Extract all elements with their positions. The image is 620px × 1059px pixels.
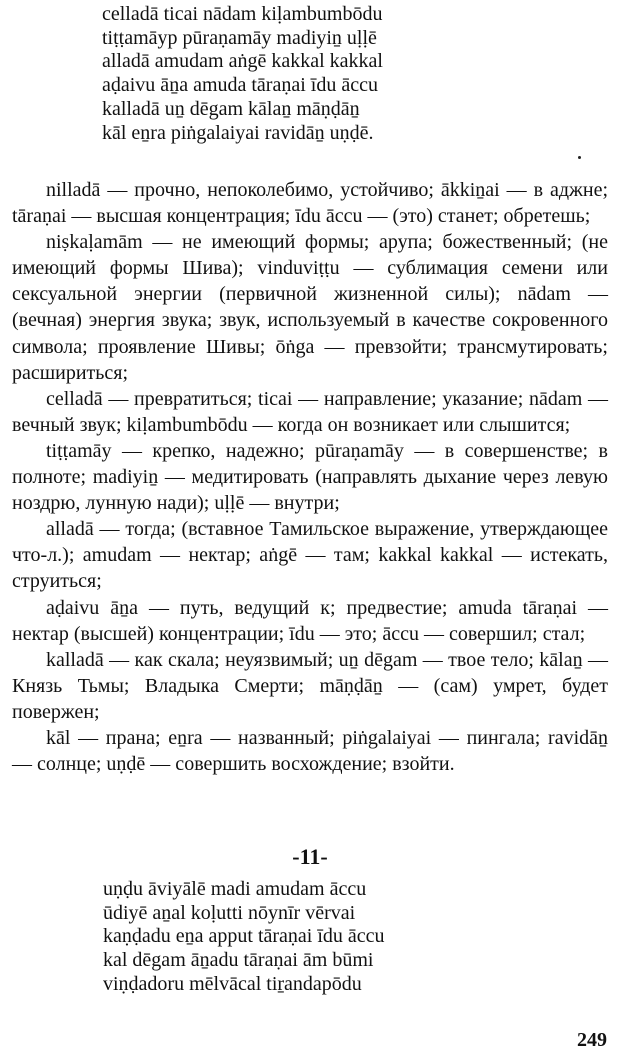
page-number: 249 — [577, 1029, 607, 1051]
verse-line: aḍaivu āṉa amuda tāraṇai īdu āccu — [102, 74, 378, 97]
verse-top — [102, 3, 383, 145]
glossary-entry: alladā — тогда; (вставное Тамильское выражение, утверждающее что-л.); amudam — нектар; aṅgē — там; kakkal kakkal — истекать, струиться; — [12, 518, 608, 593]
verse-line: alladā amudam aṅgē kakkal kakkal — [102, 50, 383, 73]
glossary-entry: kāl — прана; eṉra — названный; piṅgalaiyai — пингала; ravidāṉ — солнце; uṇḍē — совершить восхождение; взойти. — [12, 726, 608, 776]
glossary-entry: tiṭṭamāy — крепко, надежно; pūraṇamāy — в совершенстве; в полноте; madiyiṉ — медитировать (направлять дыхание через левую ноздрю, лунную нади); uḷḷē — внутри; — [12, 439, 608, 515]
print-speck — [578, 156, 581, 159]
glossary-entry: niṣkaḷamām — не имеющий формы; арупа; божественный; (не имеющий формы Шива); vinduviṭṭu — сублимация семени или сексуальной энергии (первичной жизненной силы); nādam — (вечная) энергия звука; звук, используемый в качестве сокровенного символа; проявление Шивы; ōṅga — превзойти; трансмутировать; расшириться; — [12, 231, 608, 384]
glossary-entry: kalladā — как скала; неуязвимый; uṉ dēgam — твое тело; kālaṉ — Князь Тьмы; Владыка Смерти; māṇḍāṉ — (сам) умрет, будет повержен; — [12, 648, 608, 723]
verse-bottom — [103, 878, 385, 997]
verse-line: kalladā uṉ dēgam kālaṉ māṇḍāṉ — [102, 97, 360, 120]
glossary-entry: celladā — превратиться; ticai — направление; указание; nādam — вечный звук; kiḷambumbōdu — когда он возникает или слышится; — [12, 387, 608, 436]
verse-line: kāl eṉra piṅgalaiyai ravidāṉ uṇḍē. — [102, 121, 374, 144]
verse-line: celladā ticai nādam kiḷambumbōdu — [102, 3, 383, 25]
verse-line: kal dēgam āṉadu tāraṇai ām būmi — [103, 949, 374, 972]
verse-line: uṇḍu āviyālē madi amudam āccu — [103, 878, 367, 900]
glossary-entry: aḍaivu āṉa — путь, ведущий к; предвестие; amuda tāraṇai — нектар (высшей) концентрации; īdu — это; āccu — совершил; стал; — [12, 596, 608, 645]
verse-line: ūdiyē aṉal koḷutti nōynīr vērvai — [103, 901, 356, 924]
section-heading: -11- — [292, 844, 328, 869]
verse-line: tiṭṭamāyp pūraṇamāy madiyiṉ uḷḷē — [102, 26, 377, 49]
verse-line: viṇḍadoru mēlvācal tiṟandapōdu — [103, 972, 362, 995]
glossary — [12, 177, 608, 777]
verse-line: kaṇḍadu eṉa apput tāraṇai īdu āccu — [103, 925, 385, 948]
glossary-entry: nilladā — прочно, непоколебимо, устойчиво; ākkiṉai — в аджне; tāraṇai — высшая концентрация; īdu āccu — (это) станет; обретешь; — [12, 179, 608, 228]
